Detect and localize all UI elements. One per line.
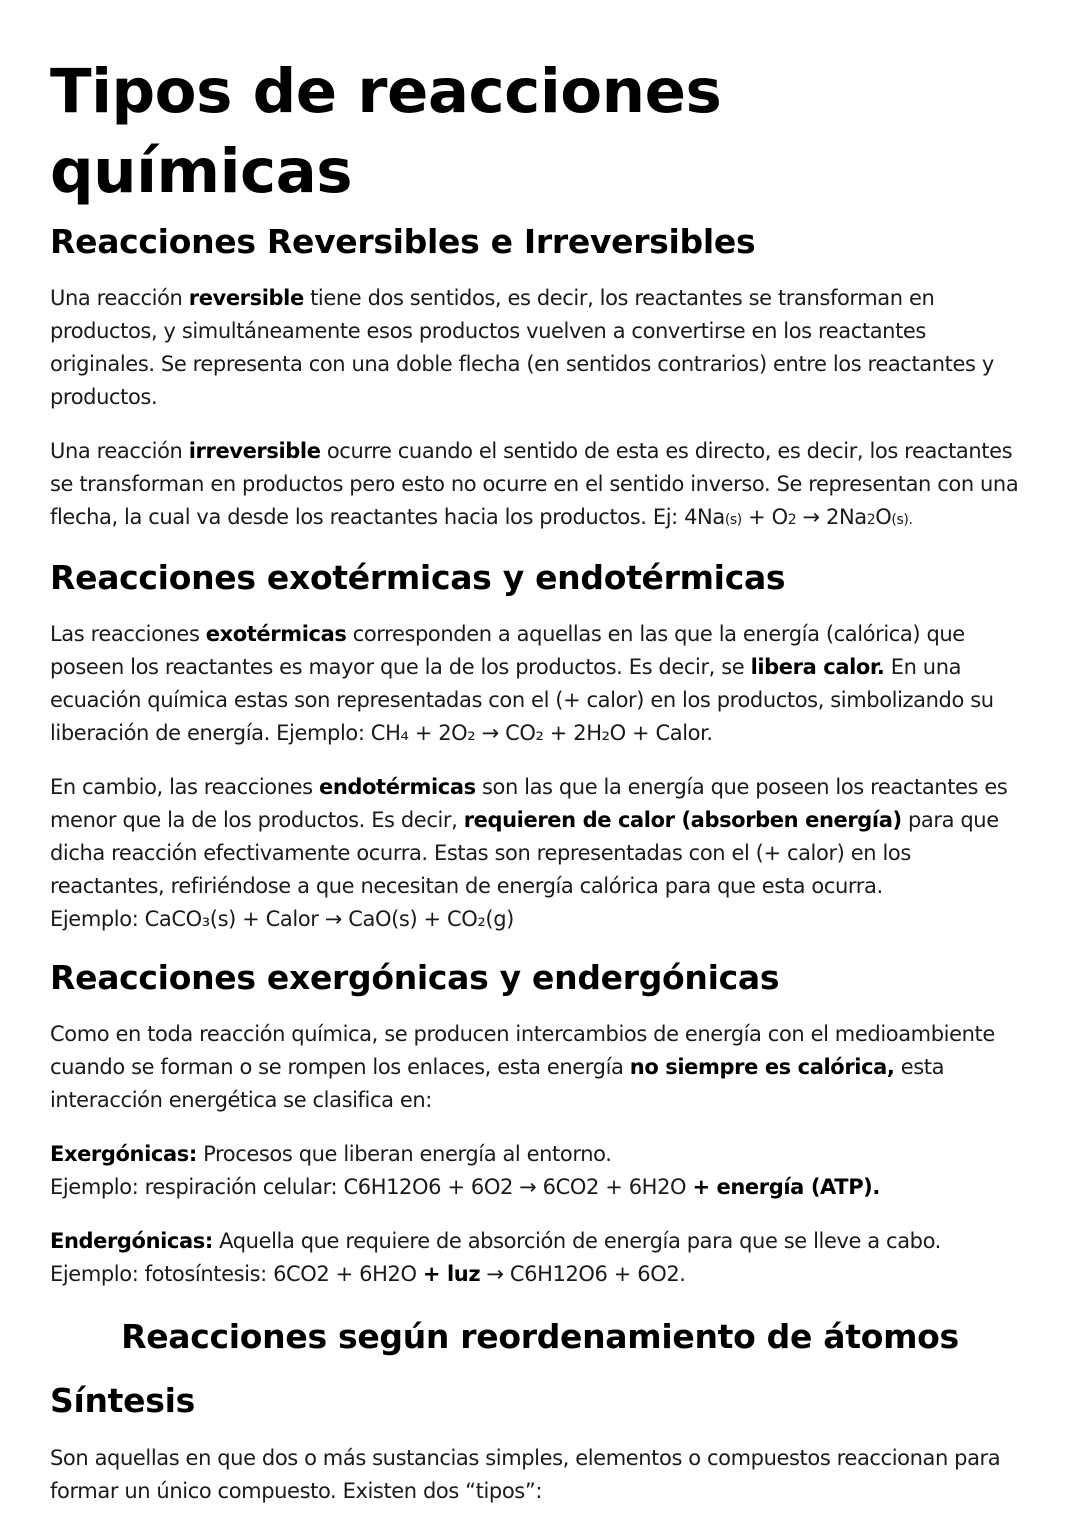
section-heading-exergonicas: Reacciones exergónicas y endergónicas (50, 958, 780, 997)
section-heading-reordenamiento: Reacciones según reordenamiento de átomos (121, 1317, 959, 1356)
page-title: Tipos de reacciones químicas (50, 56, 722, 207)
paragraph-endotermicas: En cambio, las reacciones endotérmicas son las que la energía que poseen los reactantes es menor que la de los productos. Es decir, requieren de calor (absorben energía) para que dicha reacción efectivamente ocurra. Estas son representadas con el (+ calor) en los reactantes, refiriéndose a que necesitan de energía calórica para que esta ocurra. Ejemplo: CaCO₃(s) + Calor → CaO(s) + CO₂(g) (50, 775, 1008, 931)
paragraph-endergonicas: Endergónicas: Aquella que requiere de absorción de energía para que se lleve a cabo. Ejemplo: fotosíntesis: 6CO2 + 6H2O + luz → C6H12O6 + 6O2. (50, 1229, 941, 1286)
section-heading-reversibles: Reacciones Reversibles e Irreversibles (50, 222, 756, 261)
section-heading-sintesis: Síntesis (50, 1381, 195, 1420)
paragraph-exotermicas: Las reacciones exotérmicas corresponden a aquellas en las que la energía (calórica) que poseen los reactantes es mayor que la de los productos. Es decir, se libera calor. En una ecuación química estas son representadas con el (+ calor) en los productos, simbolizando su liberación de energía. Ejemplo: CH₄ + 2O₂ → CO₂ + 2H₂O + Calor. (50, 622, 994, 745)
paragraph-reversible: Una reacción reversible tiene dos sentidos, es decir, los reactantes se transforman en productos, y simultáneamente esos productos vuelven a convertirse en los reactantes originales. Se representa con una doble flecha (en sentidos contrarios) entre los reactantes y productos. (50, 286, 994, 409)
paragraph-sintesis: Son aquellas en que dos o más sustancias simples, elementos o compuestos reaccionan para formar un único compuesto. Existen dos “tipos”: (50, 1446, 1001, 1503)
paragraph-energia: Como en toda reacción química, se producen intercambios de energía con el medioambiente cuando se forman o se rompen los enlaces, esta energía no siempre es calórica, esta interacción energética se clasifica en: (50, 1022, 995, 1112)
section-heading-exotermicas: Reacciones exotérmicas y endotérmicas (50, 558, 786, 597)
paragraph-exergonicas: Exergónicas: Procesos que liberan energía al entorno. Ejemplo: respiración celular: C6H12O6 + 6O2 → 6CO2 + 6H2O + energía (ATP). (50, 1142, 880, 1199)
paragraph-irreversible: Una reacción irreversible ocurre cuando el sentido de esta es directo, es decir, los reactantes se transforman en productos pero esto no ocurre en el sentido inverso. Se representan con una flecha, la cual va desde los reactantes hacia los productos. Ej: 4Na(s) + O2 → 2Na2O(s). (50, 439, 1019, 529)
